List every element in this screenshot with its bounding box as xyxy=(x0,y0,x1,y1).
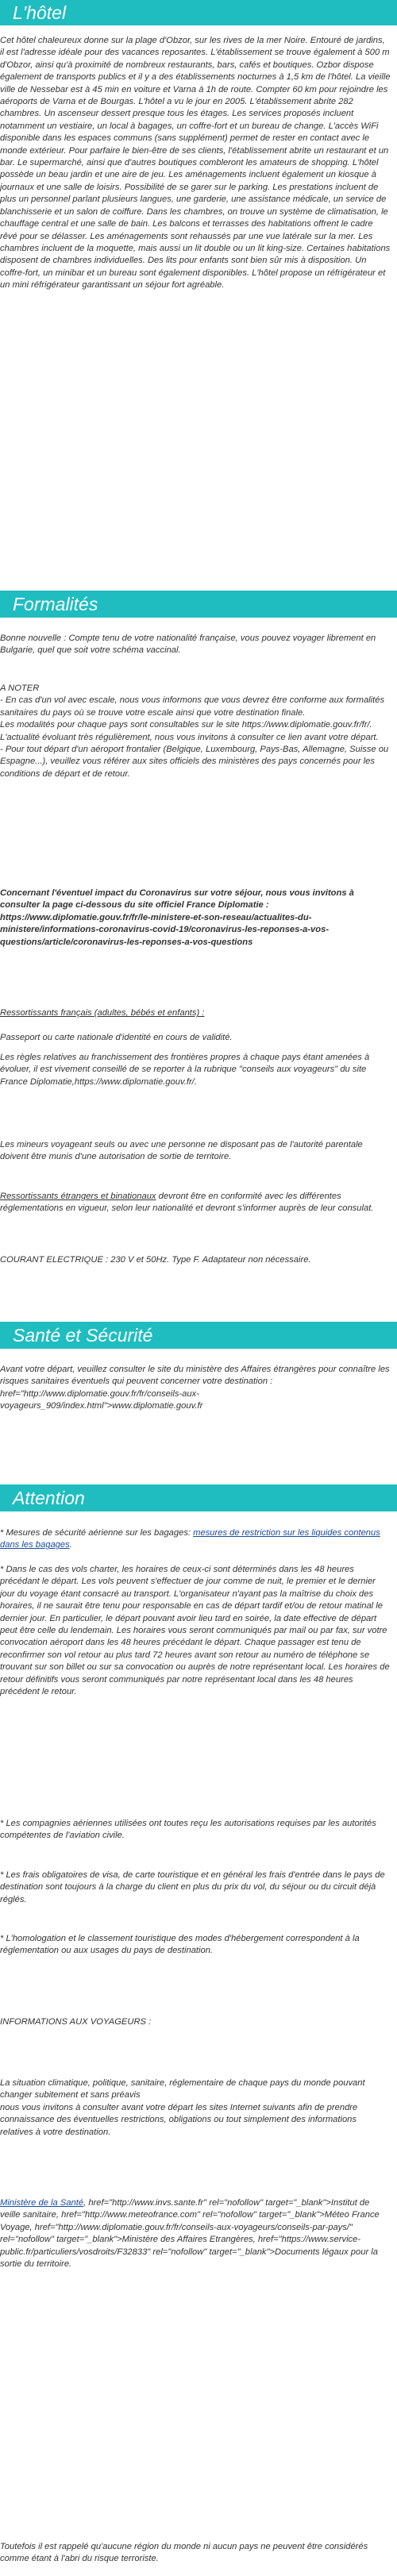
attention-accommodation: * L'homologation et le classement touristique des modes d'hébergement correspondent à la réglementation ou aux usages du pays de destination. xyxy=(0,1934,360,1956)
attention-heading: Attention xyxy=(13,1488,85,1508)
attention-section-header xyxy=(0,1484,397,1511)
liquids-restriction-link[interactable]: mesures de restriction sur les liquides contenus dans les bagages xyxy=(0,1528,380,1550)
sante-section-header xyxy=(0,1322,397,1349)
formalites-intro: Bonne nouvelle : Compte tenu de votre nationalité française, vous pouvez voyager librement en Bulgarie, quel que soit votre schéma vaccinal. xyxy=(0,633,376,656)
hotel-heading: L'hôtel xyxy=(13,2,67,23)
baggage-measures-text: * Mesures de sécurité aérienne sur les bagages: xyxy=(0,1528,194,1538)
formalites-a-noter: A NOTER - En cas d'un vol avec escale, nous vous informons que vous devrez être conforme aux formalités sanitaires du pays où se trouve votre escale ainsi que votre destination finale. Les modalités pour chaque pays sont consultables sur le site https://www.diplomatie.gouv.fr/fr/. L'actualité évoluant très régulièrement, nous vous invitons à consulter ce lien avant votre départ. - Pour tout départ d'un aéroport frontalier (Belgique, Luxembourg, Pays-Bas, Allemagne, Suisse ou Espagne...), veuillez vous référer aux sites officiels des ministères des pays concernés pour les conditions de départ et de retour. xyxy=(0,683,389,779)
formalites-coronavirus: Concernant l'éventuel impact du Coronavirus sur votre séjour, nous vous invitons à consulter la page ci-dessous du site officiel France Diplomatie : https://www.diplomatie.gouv.fr/fr/le-ministere-et-son-reseau/actualites-du-ministere/informations-coronavirus-covid-19/coronavirus-les-reponses-a-vos-questions/article/coronavirus-les-reponses-a-vos-questions xyxy=(0,888,354,947)
french-residents-label: Ressortissants français (adultes, bébés et enfants) : xyxy=(0,1008,205,1018)
attention-terrorism-risk: Toutefois il est rappelé qu'aucune région du monde ni aucun pays ne peuvent être considérés comme étant à l'abri du risque terroriste. xyxy=(0,2542,368,2564)
sante-description: Avant votre départ, veuillez consulter le site du ministère des Affaires étrangères pour connaître les risques sanitaires éventuels qui peuvent concerner votre destination : href="http://www.diplomatie.gouv.fr/fr/conseils-aux-voyageurs_909/index.html">www.diplomatie.gouv.fr xyxy=(0,1365,390,1411)
baggage-measures-end: . xyxy=(69,1540,72,1550)
foreign-residents-body: devront être en conformité avec les différentes réglementations en vigueur, selon leur nationalité et devront s'informer auprès de leur consulat. xyxy=(0,1192,374,1214)
hotel-description: Cet hôtel chaleureux donne sur la plage d'Obzor, sur les rives de la mer Noire. Entouré de jardins, il est l'adresse idéale pour des vacances reposantes. L'établissement se trouve également à 500 m d'Obzor, ainsi qu'à proximité de nombreux restaurants, bars, cafés et boutiques. Ozbor dispose également de transports publics et il y a des établissements nocturnes à 1,5 km de l'hôtel. La vieille ville de Nessebar est à 45 min en voiture et Varna à 1h de route. Compter 60 km pour rejoindre les aéroports de Varna et de Bourgas. L'hôtel a vu le jour en 2005. L'établissement abrite 282 chambres. Un ascenseur dessert presque tous les étages. Les services proposés incluent notamment un vestiaire, un local à bagages, un coffre-fort et un bureau de change. L'accès WiFi disponible dans les espaces communs (sans supplément) permet de rester en contact avec le monde extérieur. Pour parfaire le bien-être de ses clients, l'établissement abrite un restaurant et un bar. Le supermarché, ainsi que d'autres boutiques combleront les amateurs de shopping. L'hôtel possède un beau jardin et une aire de jeu. Les aménagements incluent également un kiosque à journaux et une salle de loisirs. Possibilité de se garer sur le parking. Les prestations incluent de plus un personnel parlant plusieurs langues, une garderie, une assistance médicale, un service de blanchisserie et un salon de coiffure. Dans les chambres, on trouve un système de climatisation, le chauffage central et une salle de bain. Les balcons et terrasses des habitations offrent le cadre rêvé pour se délasser. Les aménagements sont rehaussés par une vue latérale sur la mer. Les chambres incluent de la moquette, mais aussi un lit double ou un lit king-size. Certaines habitations disposent de chambres individuelles. Des lits pour enfants sont bien sûr mis à disposition. Un coffre-fort, un minibar et un bureau sont également disponibles. L'hôtel propose un réfrigérateur et un mini réfrigérateur garantissant un séjour fort agréable. xyxy=(0,36,391,291)
attention-visa-fees: * Les frais obligatoires de visa, de carte touristique et en général les frais d'entrée dans le pays de destination sont toujours à la charge du client en plus du prix du vol, du séjour ou du circuit déjà réglés. xyxy=(0,1870,385,1904)
formalites-section-header xyxy=(0,591,397,618)
attention-useful-links xyxy=(0,2197,391,2270)
formalites-minors: Les mineurs voyageant seuls ou avec une personne ne disposant pas de l'autorité parentale doivent être munis d'une autorisation de sortie de territoire. xyxy=(0,1140,363,1162)
french-residents-requirement: Passeport ou carte nationale d'identité en cours de validité. xyxy=(0,1033,233,1043)
formalites-french-residents xyxy=(0,995,391,1045)
ministere-sante-link[interactable]: Ministère de la Santé xyxy=(0,2198,84,2208)
hotel-section-header xyxy=(0,0,397,25)
formalites-foreign-residents xyxy=(0,1191,391,1215)
attention-charter-flights: * Dans le cas des vols charter, les horaires de ceux-ci sont déterminés dans les 48 heures précédant le départ. Les vols peuvent s'effectuer de jour comme de nuit, le premier et le dernier jour du voyage étant consacré au transport. L'organisateur n'ayant pas la maîtrise du choix des horaires, il ne saurait être tenu pour responsable en cas de départ tardif et/ou de retour matinal le dernier jour. En particulier, le départ pouvant avoir lieu tard en soirée, la date effective de départ peut être celle du lendemain. Les horaires vous seront communiqués par mail ou par fax, sur votre convocation aéroport dans les 48 heures précédant le départ. Chaque passager est tenu de reconfirmer son vol retour au plus tard 72 heures avant son retour au numéro de téléphone se trouvant sur son billet ou sur sa convocation ou auprès de notre représentant local. Les horaires de retour définitifs vous seront communiqués par notre représentant local dans les 48 heures précédent le retour. xyxy=(0,1565,390,1697)
attention-airlines: * Les compagnies aériennes utilisées ont toutes reçu les autorisations requises par les autorités compétentes de l'aviation civile. xyxy=(0,1819,376,1841)
formalites-border-rules: Les règles relatives au franchissement des frontières propres à chaque pays étant amenées à évoluer, il est vivement conseillé de se reporter à la rubrique "conseils aux voyageurs" du site France Diplomatie,https://www.diplomatie.gouv.fr/. xyxy=(0,1053,370,1087)
sante-heading: Santé et Sécurité xyxy=(13,1325,153,1346)
foreign-residents-label: Ressortissants étrangers et binationaux xyxy=(0,1192,156,1201)
formalites-electric-current: COURANT ELECTRIQUE : 230 V et 50Hz. Type F. Adaptateur non nécessaire. xyxy=(0,1255,311,1265)
attention-info-title: INFORMATIONS AUX VOYAGEURS : xyxy=(0,2017,152,2027)
attention-baggage-measures xyxy=(0,1527,391,1552)
attention-traveler-info: La situation climatique, politique, sanitaire, réglementaire de chaque pays du monde pouvant changer subitement et sans préavis nous vous invitons à consulter avant votre départ les sites Internet suivants afin de prendre connaissance des éventuelles restrictions, obligations ou tout simplement des informations relatives à votre destination. xyxy=(0,2078,365,2137)
useful-links-text: , href="http://www.invs.sante.fr" rel="nofollow" target="_blank">Institut de veille sanitaire, href="http://www.meteofrance.com" rel="nofollow" target="_blank">Méteo France Voyage, href="http://www.diplomatie.gouv.fr/fr/conseils-aux-voyageurs/conseils-par-pays/" rel="nofollow" target="_blank">Ministère des Affaires Etrangères, href="https://www.service-public.fr/particuliers/vosdroits/F32833" rel="nofollow" target="_blank">Documents légaux pour la sortie du territoire. xyxy=(0,2198,380,2270)
formalites-heading: Formalités xyxy=(13,594,98,614)
